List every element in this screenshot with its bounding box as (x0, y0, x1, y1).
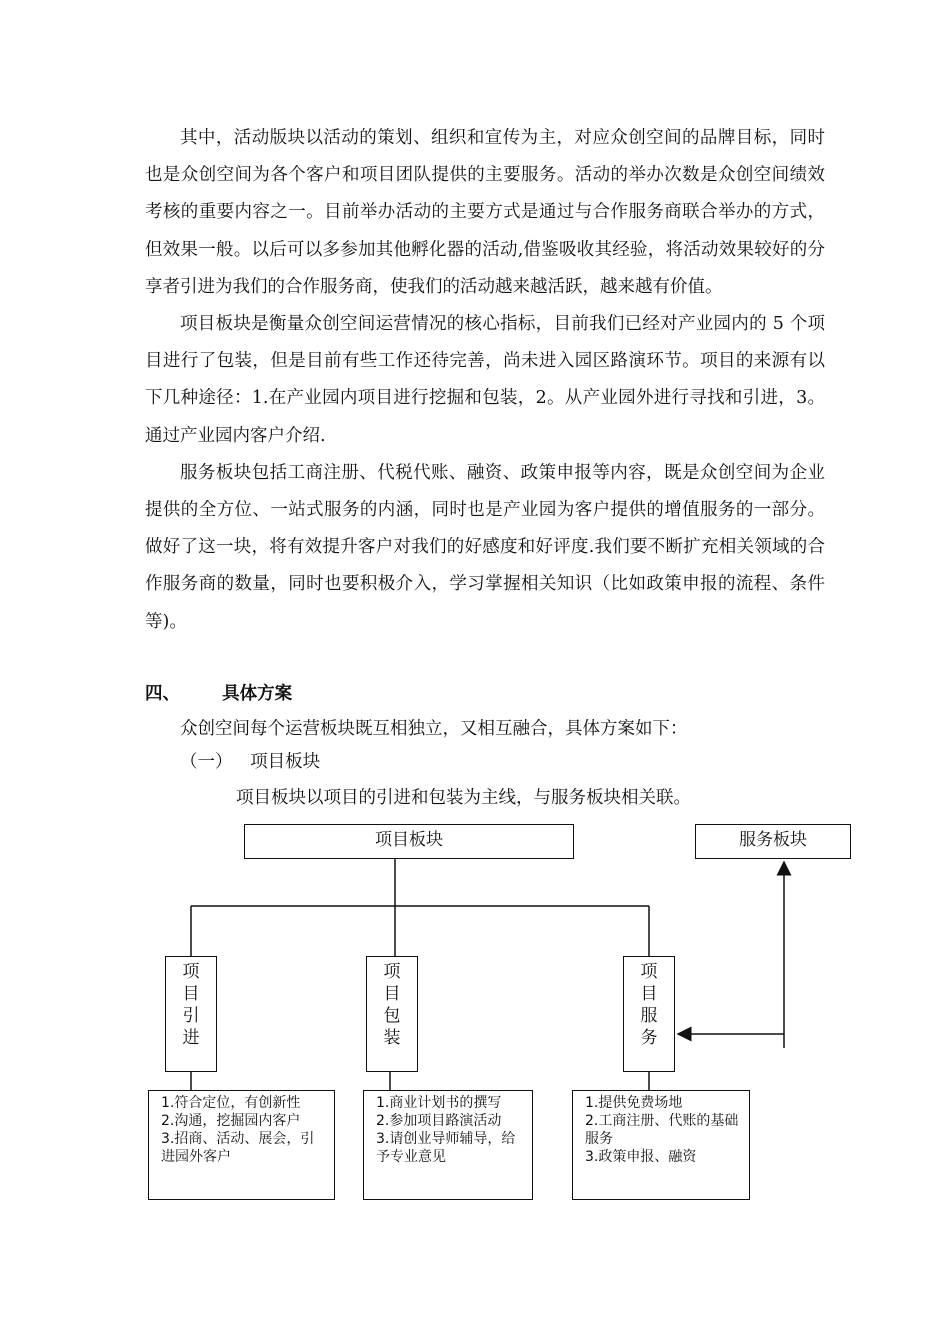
detail-item: 3.招商、活动、展会，引进园外客户 (161, 1131, 315, 1165)
packaging-details-box (363, 1090, 533, 1200)
intro-text: 众创空间每个运营板块既互相独立，又相互融合，具体方案如下： (180, 719, 688, 739)
label-char: 项 (640, 962, 658, 982)
detail-item: 2.参加项目路演活动 (376, 1113, 502, 1129)
paragraph-service: 服务板块包括工商注册、代税代账、融资、政策申报等内容，既是众创空间为企业提供的全方位、一站式服务的内涵，同时也是产业园为客户提供的增值服务的一部分。做好了这一块，将有效提升客户对我们的好感度和好评度.我们要不断扩充相关领域的合作服务商的数量，同时也要积极介入，学习掌握相关知识（比如政策申报的流程、条件等)。 (145, 462, 825, 632)
project-packaging-box (366, 956, 418, 1072)
section-number: 四、 (145, 684, 180, 704)
label-char: 引 (182, 1006, 200, 1026)
paragraph-project: 项目板块是衡量众创空间运营情况的核心指标，目前我们已经对产业园内的 5 个项目进行了包装，但是目前有些工作还待完善，尚未进入园区路演环节。项目的来源有以下几种途径：1.在产业园内项目进行挖掘和包装，2。从产业园外进行寻找和引进，3。通过产业园内客户介绍. (145, 314, 825, 446)
label-char: 务 (640, 1028, 658, 1048)
service-module-label: 服务板块 (739, 830, 807, 850)
paragraph-activity: 其中，活动版块以活动的策划、组织和宣传为主，对应众创空间的品牌目标，同时也是众创空间为各个客户和项目团队提供的主要服务。活动的举办次数是众创空间绩效考核的重要内容之一。目前举办活动的主要方式是通过与合作服务商联合举办的方式，但效果一般。以后可以多参加其他孵化器的活动,借鉴吸收其经验，将活动效果较好的分享者引进为我们的合作服务商，使我们的活动越来越活跃，越来越有价值。 (145, 128, 825, 297)
project-module-box (244, 824, 574, 859)
subsection-number: （一） (180, 752, 233, 772)
label-char: 目 (640, 984, 658, 1004)
introduction-details-box (148, 1090, 335, 1200)
sub-intro-text: 项目板块以项目的引进和包装为主线，与服务板块相关联。 (236, 788, 691, 808)
project-service-box (623, 956, 675, 1072)
label-char: 装 (383, 1028, 401, 1048)
detail-item: 2.沟通，挖掘园内客户 (161, 1113, 301, 1129)
label-char: 目 (182, 984, 200, 1004)
detail-item: 1.提供免费场地 (585, 1095, 683, 1111)
service-details-box (572, 1090, 750, 1200)
service-module-box (695, 824, 851, 859)
label-char: 包 (383, 1006, 401, 1026)
detail-item: 2.工商注册、代账的基础服务 (585, 1113, 739, 1147)
detail-item: 1.符合定位，有创新性 (161, 1095, 301, 1111)
project-module-label: 项目板块 (375, 830, 443, 850)
label-char: 项 (383, 962, 401, 982)
project-introduction-box (165, 956, 217, 1072)
label-char: 目 (383, 984, 401, 1004)
subsection-title: 项目板块 (250, 752, 321, 772)
detail-item: 3.请创业导师辅导，给予专业意见 (376, 1131, 516, 1165)
label-char: 进 (182, 1028, 200, 1048)
section-title: 具体方案 (222, 684, 293, 704)
label-char: 项 (182, 962, 200, 982)
detail-item: 3.政策申报、融资 (585, 1149, 697, 1165)
detail-item: 1.商业计划书的撰写 (376, 1095, 502, 1111)
label-char: 服 (640, 1006, 658, 1026)
